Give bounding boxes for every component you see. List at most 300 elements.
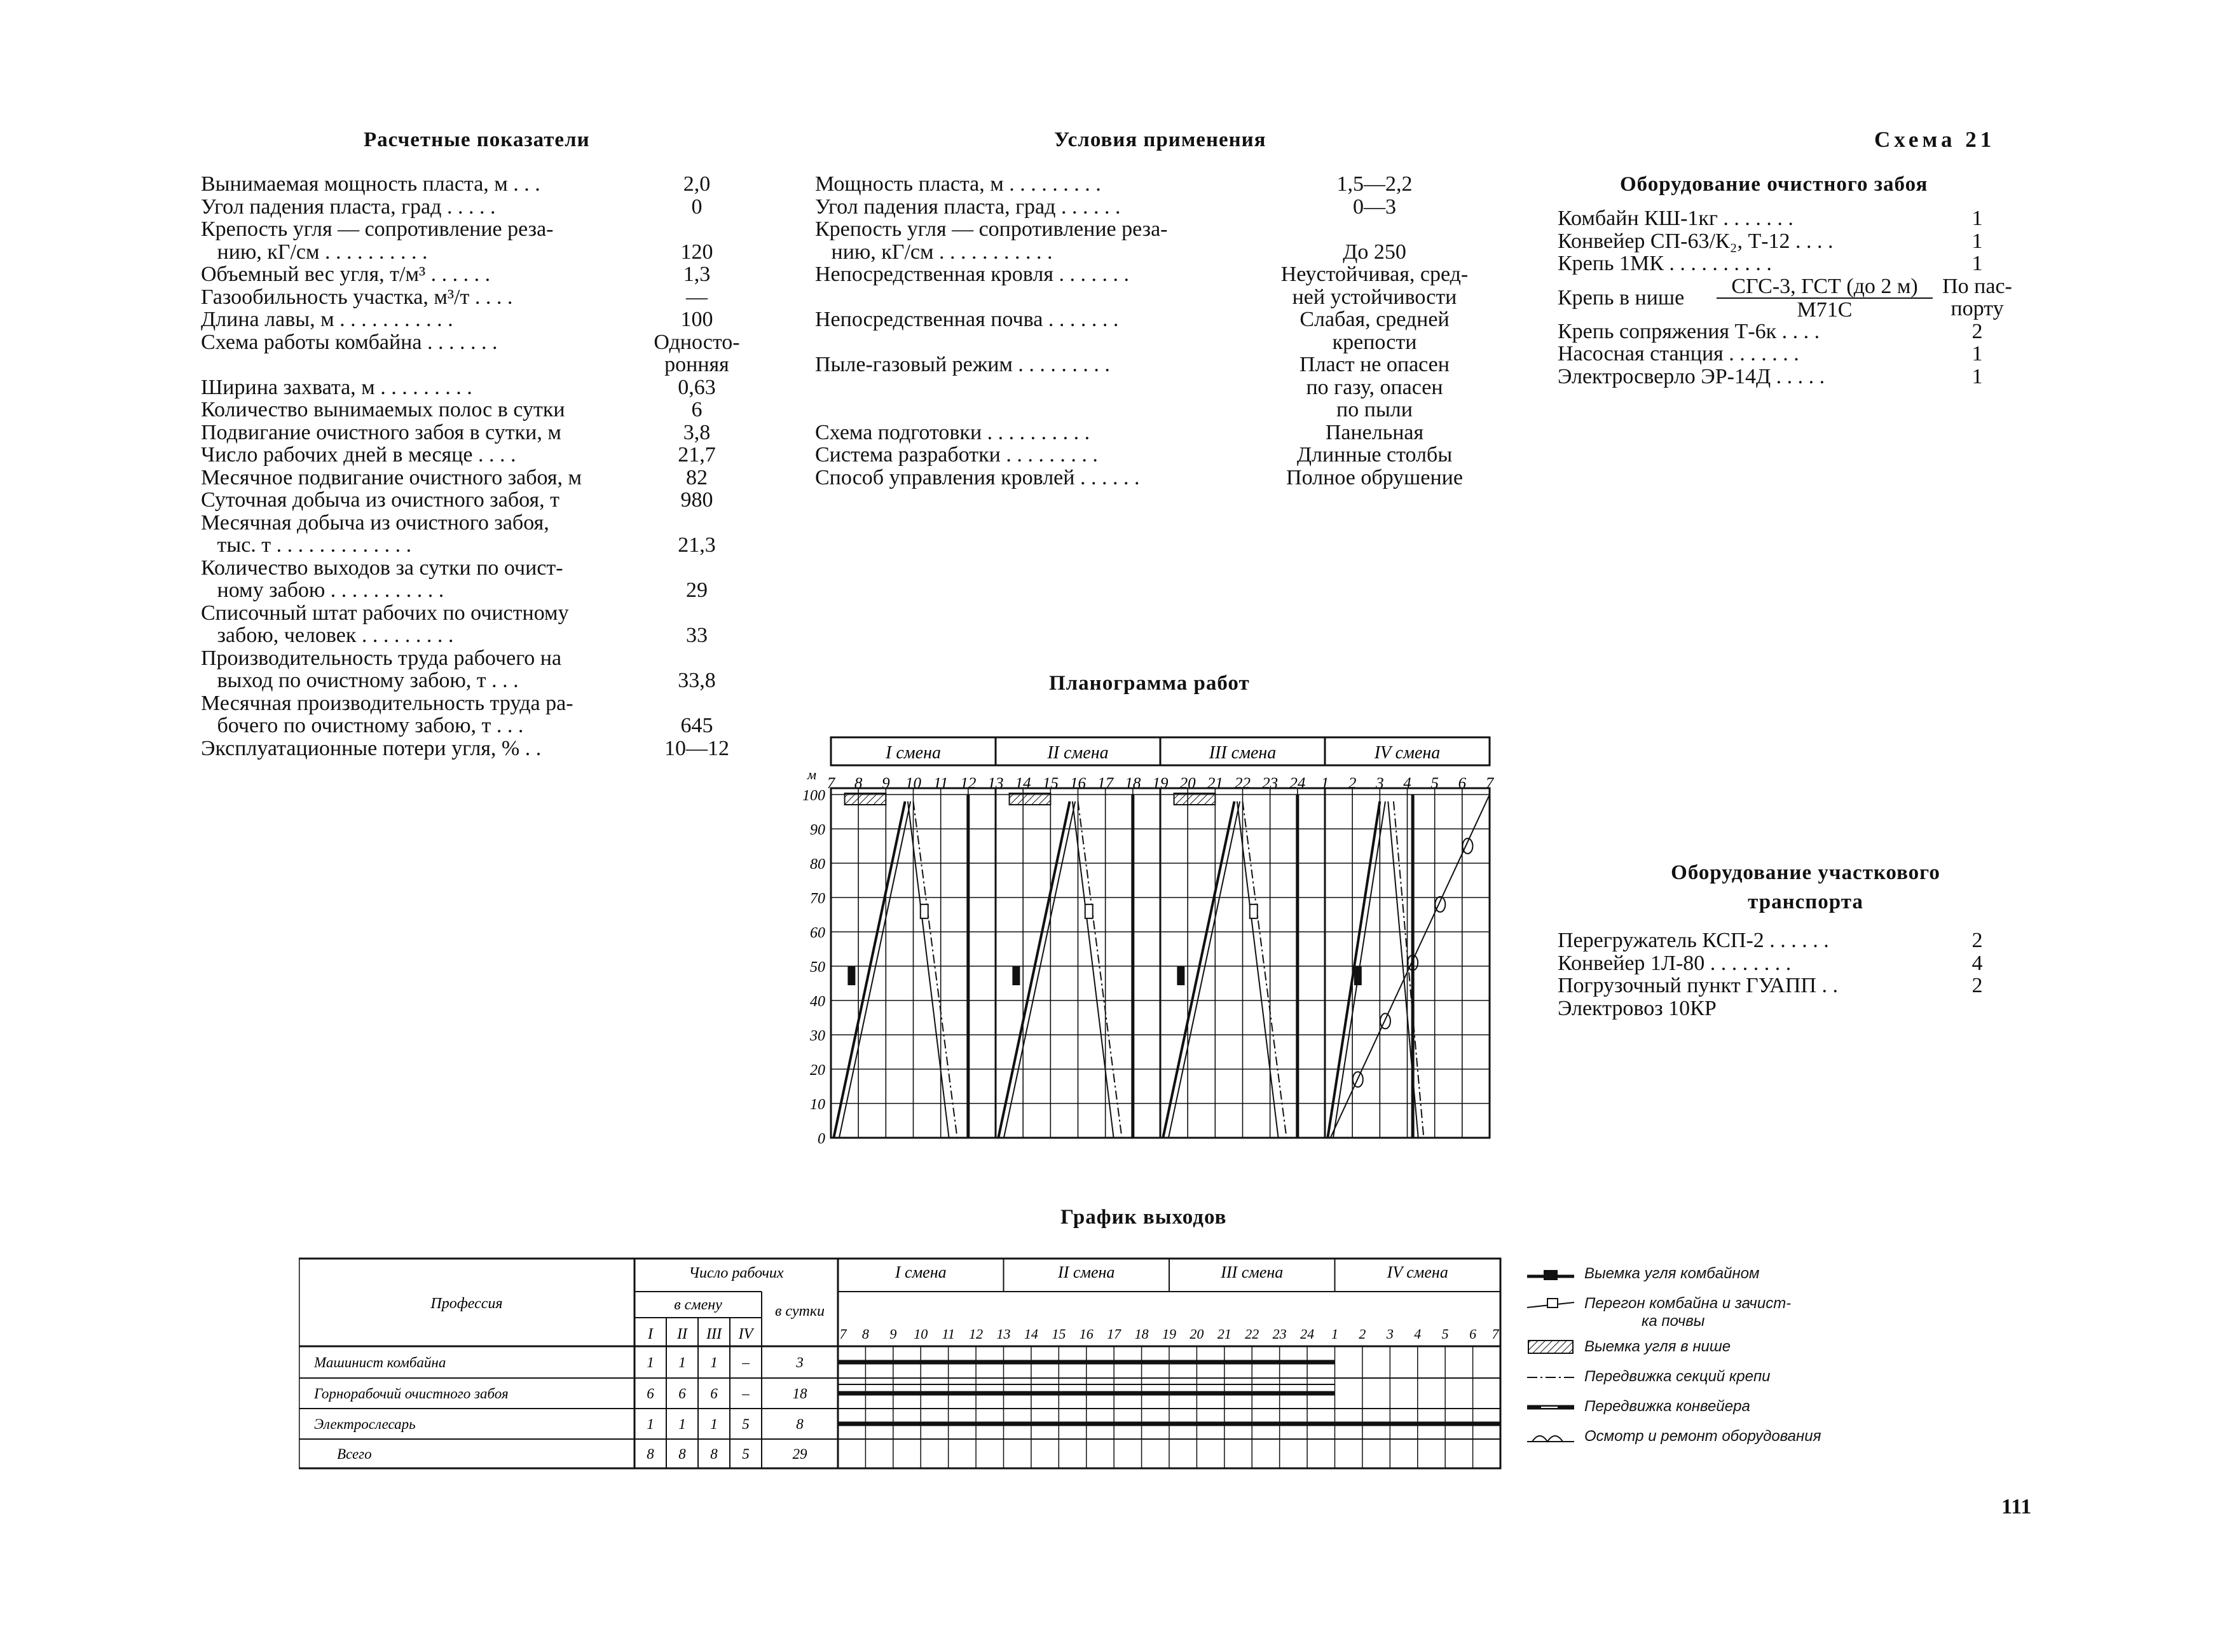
condition-row-value [1260, 196, 1489, 219]
calc-row-label: Суточная добыча из очистного забоя, т [201, 488, 559, 512]
schedule-row-s3: 6 [710, 1386, 718, 1402]
calc-row [201, 624, 748, 647]
planogram-hour-label: 5 [1430, 775, 1439, 792]
schedule-row-s2: 8 [678, 1446, 686, 1462]
condition-value-line: Слабая, средней [1300, 308, 1450, 331]
planogram-hour-label: 21 [1207, 775, 1223, 792]
schedule-hour-label: 23 [1272, 1326, 1287, 1342]
calc-row-label: Количество выходов за сутки по очист- [201, 556, 563, 580]
equipment-row [1558, 365, 2041, 388]
transport-row-value: 4 [1972, 951, 1983, 975]
calc-row-value: 980 [680, 488, 713, 512]
condition-row [815, 173, 1489, 196]
condition-value-line: по газу, опасен [1306, 375, 1443, 399]
calc-row-label: Месячное подвигание очистного забоя, м [201, 465, 582, 489]
calc-row [201, 308, 748, 331]
condition-value-line: Полное обрушение [1286, 465, 1463, 489]
calc-row-label: Подвигание очистного забоя в сутки, м [201, 420, 561, 444]
transport-row [1558, 929, 2041, 952]
transport-row-value: 2 [1972, 974, 1983, 997]
transport-row [1558, 974, 2041, 997]
equipment-table [1558, 207, 2041, 388]
planogram-y-tick: 80 [810, 856, 825, 873]
schedule-row-s3: 1 [710, 1355, 718, 1370]
calc-row-label: Длина лавы, м . . . . . . . . . . . [201, 308, 453, 331]
planogram-hour-label: 20 [1179, 775, 1196, 792]
condition-row [815, 308, 1489, 353]
calc-row [201, 602, 748, 625]
equipment-row-label: Крепь 1МК . . . . . . . . . . [1558, 252, 1772, 275]
schedule-row-s3: 1 [710, 1416, 718, 1432]
schedule-hour-label: 6 [1469, 1326, 1477, 1342]
calc-row [201, 421, 748, 444]
calc-row-value: Односто- [654, 330, 740, 354]
calc-row-label: Число рабочих дней в месяце . . . . [201, 443, 516, 467]
conditions-heading: Условия применения [1054, 128, 1266, 151]
condition-row [815, 218, 1489, 241]
transport-heading-line2: транспорта [1748, 891, 1863, 913]
transport-row [1558, 997, 2041, 1020]
planogram-y-tick: 90 [810, 822, 825, 838]
schedule-row-day: 18 [792, 1386, 807, 1402]
calc-row [201, 669, 748, 692]
condition-row [815, 263, 1489, 308]
planogram-hour-label: 6 [1458, 775, 1467, 792]
equipment-row-value: 1 [1972, 342, 1983, 365]
planogram-hour-label: 13 [987, 775, 1004, 792]
equipment-row [1558, 343, 2041, 365]
calc-row-label: Месячная добыча из очистного забоя, [201, 510, 549, 535]
planogram-hour-label: 3 [1376, 775, 1384, 792]
calc-row [201, 444, 748, 467]
condition-row-label: Непосредственная почва . . . . . . . [815, 308, 1119, 331]
schedule-hour-label: 22 [1245, 1326, 1259, 1342]
planogram-y-tick: 70 [810, 891, 825, 907]
equipment-row [1558, 320, 2041, 343]
planogram-shift-label: I смена [886, 743, 941, 763]
condition-row [815, 467, 1489, 489]
schedule-hour-label: 14 [1024, 1326, 1038, 1342]
planogram-hour-label: 14 [1015, 775, 1031, 792]
planogram-y-tick: 100 [802, 788, 825, 804]
planogram-heading: Планограмма работ [1049, 672, 1250, 695]
condition-row-value [1260, 444, 1489, 467]
schedule-hour-label: 21 [1217, 1326, 1231, 1342]
schedule-row-s4: – [742, 1355, 750, 1370]
calc-row-label: забою, человек . . . . . . . . . [201, 624, 454, 647]
equipment-row-label: Комбайн КШ-1кг . . . . . . . [1558, 207, 1793, 230]
calc-row-value: 29 [686, 578, 708, 602]
condition-row-value [1260, 241, 1489, 264]
planogram-y-tick: 50 [810, 959, 825, 976]
equipment-row-label: Крепь в нише [1558, 285, 1685, 310]
condition-row-label: Схема подготовки . . . . . . . . . . [815, 420, 1090, 444]
condition-value-line: крепости [1332, 330, 1417, 354]
schedule-row-s4: 5 [742, 1416, 750, 1432]
combine-mark [1354, 966, 1362, 985]
calc-row-value: 0 [691, 195, 703, 219]
condition-value-line: До 250 [1343, 240, 1406, 264]
schedule-shift-label: II смена [1058, 1263, 1115, 1281]
schedule-hour-label: 7 [839, 1326, 847, 1342]
calc-row-value: — [686, 285, 708, 309]
legend-text-line: ка почвы [1642, 1313, 1705, 1330]
equipment-row-label: Конвейер СП-63/К₂, Т-12 . . . . [1558, 229, 1834, 253]
legend-text [1584, 1265, 1759, 1283]
calc-row-value: 10—12 [664, 736, 729, 760]
calc-row [201, 331, 748, 354]
schedule-col-workers: Число рабочих [689, 1265, 784, 1281]
schedule-shift-roman: III [706, 1326, 722, 1342]
schedule-hour-label: 17 [1107, 1326, 1121, 1342]
legend-text [1584, 1398, 1750, 1416]
schedule-shift-label: I смена [895, 1263, 947, 1281]
schedule-hour-label: 13 [996, 1326, 1011, 1342]
calc-row-label: Объемный вес угля, т/м³ . . . . . . [201, 263, 491, 286]
calc-row-label: выход по очистному забою, т . . . [201, 669, 519, 692]
schedule-shift-roman: II [677, 1326, 687, 1342]
calc-row [201, 263, 748, 286]
fraction-numerator: СГС-3, ГСТ (до 2 м) [1717, 275, 1933, 299]
transport-row [1558, 952, 2041, 975]
planogram-hour-label: 9 [882, 775, 890, 792]
legend-text-line: Осмотр и ремонт оборудования [1584, 1428, 1821, 1445]
schedule-row-day: 3 [796, 1355, 804, 1370]
calc-row-label: Крепость угля — сопротивление реза- [201, 217, 554, 241]
calc-row-value: 21,3 [678, 533, 716, 557]
calc-row-value: 82 [686, 465, 708, 489]
condition-row-label: Крепость угля — сопротивление реза- [815, 217, 1168, 241]
schedule-hour-label: 11 [942, 1326, 955, 1342]
calc-row [201, 353, 748, 376]
schedule-hour-label: 9 [889, 1326, 897, 1342]
calc-row-label: Списочный штат рабочих по очистному [201, 601, 569, 625]
equipment-row-value [1939, 275, 2015, 320]
condition-row-value [1260, 173, 1489, 196]
schedule-row-day: 29 [792, 1446, 807, 1462]
niche-hatch-icon [1526, 1338, 1577, 1357]
schedule-shift-roman: I [648, 1326, 653, 1342]
calc-row-value: 0,63 [678, 375, 716, 399]
niche-hatch-mark [1010, 793, 1051, 805]
planogram-shift-label: II смена [1047, 743, 1109, 763]
schedule-row-s4: – [742, 1386, 750, 1402]
schedule-row-s2: 6 [678, 1386, 686, 1402]
equipment-row-label: Электросверло ЭР-14Д . . . . . [1558, 364, 1825, 388]
schedule-hour-label: 7 [1492, 1326, 1499, 1342]
legend-text [1584, 1338, 1731, 1356]
combine-mark [1177, 966, 1184, 985]
combine-transfer-mark [1085, 905, 1093, 918]
planogram-hour-label: 16 [1070, 775, 1086, 792]
calc-row [201, 557, 748, 580]
legend-text-line: Перегон комбайна и зачист- [1584, 1295, 1792, 1312]
calc-row-label: Угол падения пласта, град . . . . . [201, 195, 496, 219]
calc-heading: Расчетные показатели [364, 128, 590, 151]
planogram-hour-label: 17 [1097, 775, 1114, 792]
calc-row-value: 6 [691, 398, 703, 421]
schedule-hour-label: 19 [1162, 1326, 1176, 1342]
schedule-hour-label: 3 [1386, 1326, 1394, 1342]
calc-row [201, 647, 748, 670]
calc-row [201, 489, 748, 512]
calc-row-label: Количество вынимаемых полос в сутки [201, 398, 565, 421]
combine-transfer-mark [1250, 905, 1258, 918]
schedule-hour-label: 10 [914, 1326, 928, 1342]
equipment-row [1558, 207, 2041, 230]
combine-cutting-icon [1526, 1265, 1577, 1284]
condition-row [815, 353, 1489, 421]
planogram-y-tick: 60 [810, 925, 825, 941]
legend-text-line: Передвижка конвейера [1584, 1398, 1750, 1415]
condition-row [815, 196, 1489, 219]
calc-row-label: Схема работы комбайна . . . . . . . [201, 330, 498, 354]
calc-row-label: Месячная производительность труда ра- [201, 691, 573, 715]
schedule-row-s1: 1 [647, 1416, 654, 1432]
legend-text [1584, 1428, 1821, 1445]
planogram-shift-label: III смена [1209, 743, 1277, 763]
planogram-y-tick: 10 [810, 1096, 825, 1113]
calc-row-label: бочего по очистному забою, т . . . [201, 714, 524, 737]
calc-row-value: 21,7 [678, 443, 716, 467]
scheme-label: Схема 21 [1874, 127, 1996, 152]
transport-row-label: Электровоз 10КР [1558, 996, 1717, 1020]
planogram-hour-label: 7 [1485, 775, 1494, 792]
planogram-chart [788, 731, 1507, 1150]
equipment-row-value: 1 [1972, 252, 1983, 275]
calc-row [201, 579, 748, 602]
condition-row-value [1260, 467, 1489, 489]
calc-row-label: ному забою . . . . . . . . . . . [201, 578, 444, 602]
planogram-hour-label: 23 [1262, 775, 1279, 792]
schedule-hour-label: 1 [1331, 1326, 1338, 1342]
legend-text [1584, 1368, 1771, 1386]
equipment-row-value: 1 [1972, 229, 1983, 253]
condition-value-line: 0—3 [1353, 195, 1396, 219]
planogram-hour-label: 24 [1289, 775, 1306, 792]
planogram-hour-label: 10 [905, 775, 921, 792]
equipment-row-label: Насосная станция . . . . . . . [1558, 342, 1799, 365]
equipment-value-line: По пас- [1942, 274, 2012, 298]
schedule-row-s4: 5 [742, 1446, 750, 1462]
schedule-table [299, 1252, 1507, 1475]
calc-row-label: Ширина захвата, м . . . . . . . . . [201, 375, 472, 399]
calc-row [201, 399, 748, 421]
condition-value-line: ней устойчивости [1292, 285, 1457, 309]
calc-row-value: 33 [686, 624, 708, 647]
schedule-col-per-day: в сутки [774, 1303, 825, 1320]
planogram-hour-label: 22 [1235, 775, 1251, 792]
schedule-row-s2: 1 [678, 1416, 686, 1432]
condition-row-label: Непосредственная кровля . . . . . . . [815, 263, 1129, 286]
planogram-hour-label: 12 [960, 775, 977, 792]
calc-row [201, 714, 748, 737]
schedule-hour-label: 15 [1052, 1326, 1066, 1342]
planogram-hour-label: 11 [933, 775, 949, 792]
schedule-shift-label: III смена [1221, 1263, 1284, 1281]
planogram-shift-label: IV смена [1374, 743, 1441, 763]
calc-row [201, 376, 748, 399]
condition-row-label: Угол падения пласта, град . . . . . . [815, 195, 1121, 219]
repair-icon [1526, 1428, 1577, 1447]
combine-transfer-mark [921, 905, 928, 918]
calc-table [201, 173, 748, 760]
condition-row [815, 241, 1489, 264]
condition-row-label: Мощность пласта, м . . . . . . . . . [815, 172, 1101, 196]
planogram-y-tick: 30 [810, 1028, 825, 1044]
condition-row-value [1260, 353, 1489, 421]
combine-mark [1012, 966, 1020, 985]
schedule-hour-label: 12 [969, 1326, 984, 1342]
equipment-row [1558, 252, 2041, 275]
transport-table [1558, 929, 2041, 1020]
transport-row-label: Перегружатель КСП-2 . . . . . . [1558, 929, 1829, 952]
schedule-row-s1: 1 [647, 1355, 654, 1370]
planogram-y-tick: 0 [818, 1131, 825, 1147]
equipment-row [1558, 275, 2041, 320]
combine-mark [847, 966, 855, 985]
calc-row-label: Производительность труда рабочего на [201, 646, 562, 670]
planogram-hour-label: 8 [854, 775, 863, 792]
calc-row-value: 33,8 [678, 669, 716, 692]
planogram-cycle [1163, 793, 1298, 1138]
condition-value-line: по пыли [1336, 398, 1413, 421]
transport-heading-line1: Оборудование участкового [1671, 861, 1940, 884]
schedule-heading: График выходов [1060, 1206, 1227, 1229]
niche-support-fraction [1717, 275, 1933, 321]
schedule-hour-label: 8 [861, 1326, 869, 1342]
niche-hatch-mark [845, 793, 886, 805]
condition-value-line: Панельная [1325, 420, 1424, 444]
schedule-col-per-shift: в смену [674, 1297, 722, 1313]
condition-value-line: Пласт не опасен [1300, 353, 1450, 376]
planogram-y-tick: 40 [810, 993, 825, 1010]
schedule-row-name: Всего [337, 1446, 372, 1462]
schedule-shift-roman: IV [738, 1326, 753, 1342]
transport-row-value: 2 [1972, 929, 1983, 952]
condition-row-value [1260, 308, 1489, 353]
calc-row-label: нию, кГ/см . . . . . . . . . . [201, 240, 428, 264]
schedule-row-name: Горнорабочий очистного забоя [314, 1386, 509, 1402]
equipment-row-value: 1 [1972, 364, 1983, 388]
calc-row-value: 645 [680, 714, 713, 737]
calc-row [201, 196, 748, 219]
niche-hatch-mark [1174, 793, 1216, 805]
planogram-hour-label: 19 [1152, 775, 1169, 792]
planogram-hour-label: 1 [1320, 775, 1329, 792]
combine-transfer-icon [1526, 1295, 1577, 1314]
calc-row [201, 692, 748, 715]
calc-row-value: 120 [680, 240, 713, 264]
calc-row [201, 173, 748, 196]
condition-row-value [1260, 421, 1489, 444]
planogram-y-tick: 20 [810, 1062, 825, 1079]
equipment-row-value: 1 [1972, 207, 1983, 230]
planogram-cycle [833, 793, 968, 1138]
equipment-row-value: 2 [1972, 319, 1983, 343]
legend-text-line: Передвижка секций крепи [1584, 1368, 1771, 1385]
legend-text-line: Выемка угля в нише [1584, 1338, 1731, 1355]
calc-row-value: 1,3 [683, 263, 711, 286]
condition-row [815, 421, 1489, 444]
calc-row [201, 534, 748, 557]
calc-row-label: Газообильность участка, м³/т . . . . [201, 285, 513, 309]
calc-row-value: 2,0 [683, 172, 711, 196]
calc-row-value: 100 [680, 308, 713, 331]
schedule-row-s1: 6 [647, 1386, 654, 1402]
planogram-cycle [998, 793, 1133, 1138]
schedule-hour-label: 24 [1300, 1326, 1315, 1342]
calc-row-label: Вынимаемая мощность пласта, м . . . [201, 172, 540, 196]
calc-row [201, 241, 748, 264]
condition-row-label: Система разработки . . . . . . . . . [815, 443, 1098, 467]
planogram-hour-label: 18 [1125, 775, 1141, 792]
equipment-row-label: Крепь сопряжения Т-6к . . . . [1558, 319, 1820, 343]
condition-row-label: Пыле-газовый режим . . . . . . . . . [815, 353, 1110, 376]
legend-text-line: Выемка угля комбайном [1584, 1265, 1760, 1282]
planogram-hour-label: 4 [1403, 775, 1411, 792]
schedule-hour-label: 18 [1134, 1326, 1149, 1342]
calc-row [201, 286, 748, 309]
condition-row [815, 444, 1489, 467]
planogram-hour-label: 7 [826, 775, 835, 792]
equipment-row [1558, 230, 2041, 253]
conditions-table [815, 173, 1489, 489]
schedule-row-name: Электрослесарь [314, 1416, 416, 1432]
fraction-denominator: М71С [1797, 297, 1853, 322]
planogram-hour-label: 15 [1042, 775, 1059, 792]
calc-row [201, 512, 748, 535]
equipment-value-line: порту [1951, 296, 2004, 320]
calc-row [201, 737, 748, 760]
calc-row-value: ронняя [664, 353, 729, 376]
calc-row [201, 218, 748, 241]
calc-row [201, 467, 748, 489]
equipment-heading: Оборудование очистного забоя [1620, 173, 1928, 196]
transport-row-label: Погрузочный пункт ГУАПП . . [1558, 974, 1838, 997]
schedule-row-s3: 8 [710, 1446, 718, 1462]
transport-row-label: Конвейер 1Л-80 . . . . . . . . [1558, 951, 1792, 975]
schedule-row-s1: 8 [647, 1446, 654, 1462]
page-number: 111 [2001, 1495, 2032, 1519]
schedule-hour-label: 4 [1414, 1326, 1422, 1342]
schedule-row-s2: 1 [678, 1355, 686, 1370]
conveyor-move-icon [1526, 1398, 1577, 1417]
schedule-shift-label: IV смена [1387, 1263, 1448, 1281]
condition-row-value [1260, 263, 1489, 308]
schedule-hour-label: 16 [1079, 1326, 1094, 1342]
planogram-unit: м [807, 767, 817, 782]
schedule-row-day: 8 [796, 1416, 804, 1432]
condition-value-line: Длинные столбы [1296, 443, 1453, 467]
schedule-col-profession: Профессия [430, 1295, 503, 1312]
calc-row-label: Эксплуатационные потери угля, % . . [201, 736, 542, 760]
support-move-icon [1526, 1368, 1577, 1387]
condition-value-line: 1,5—2,2 [1336, 172, 1413, 196]
condition-value-line: Неустойчивая, сред- [1280, 263, 1469, 286]
calc-row-value: 3,8 [683, 420, 711, 444]
condition-row-label: нию, кГ/см . . . . . . . . . . . [815, 240, 1053, 264]
legend-text [1584, 1295, 1791, 1330]
schedule-hour-label: 20 [1190, 1326, 1204, 1342]
planogram-hour-label: 2 [1348, 775, 1357, 792]
schedule-hour-label: 2 [1359, 1326, 1366, 1342]
condition-row-label: Способ управления кровлей . . . . . . [815, 465, 1140, 489]
schedule-hour-label: 5 [1441, 1326, 1449, 1342]
transport-heading [1640, 858, 1971, 917]
calc-row-label: тыс. т . . . . . . . . . . . . . [201, 533, 412, 557]
schedule-row-name: Машинист комбайна [314, 1355, 446, 1370]
